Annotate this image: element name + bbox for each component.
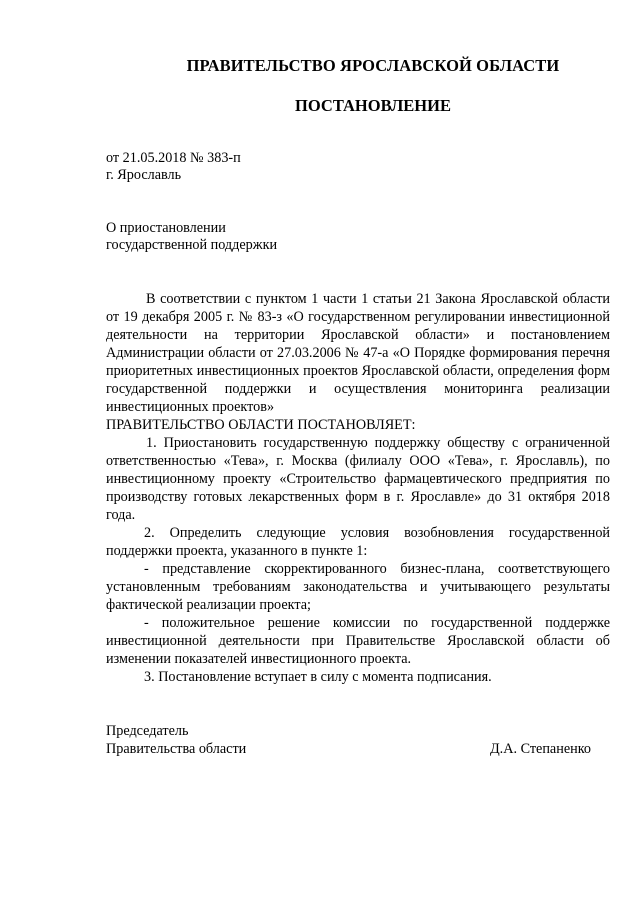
document-body: [106, 290, 610, 686]
item-1-paragraph: 1. Приостановить государственную поддержку обществу с ограниченной ответственностью «Тева», г. Москва (филиалу ООО «Тева», г. Ярославль), по инвестиционному проекту «Строительство фармацевтического предприятия по производству готовых лекарственных форм в г. Ярославле» до 31 октября 2018 года.: [106, 435, 610, 523]
resolves-line: ПРАВИТЕЛЬСТВО ОБЛАСТИ ПОСТАНОВЛЯЕТ:: [106, 417, 416, 433]
item-2a-paragraph: - представление скорректированного бизнес-плана, соответствующего установленным требованиям законодательства и учитывающего результаты фактической реализации проекта;: [106, 561, 610, 613]
government-title: ПРАВИТЕЛЬСТВО ЯРОСЛАВСКОЙ ОБЛАСТИ: [186, 56, 560, 75]
date-number: от 21.05.2018 № 383-п: [106, 150, 241, 166]
document-type-title: ПОСТАНОВЛЕНИЕ: [295, 96, 451, 115]
preamble-paragraph: В соответствии с пунктом 1 части 1 статьи 21 Закона Ярославской области от 19 декабря 2005 г. № 83-з «О государственном регулировании инвестиционной деятельности на территории Ярославской области» и постановлением Администрации области от 27.03.2006 № 47-а «О Порядке формирования перечня приоритетных инвестиционных проектов Ярославской области, определения форм государственной поддержки и осуществления мониторинга реализации инвестиционных проектов»: [106, 291, 610, 415]
subject-line-2: государственной поддержки: [106, 237, 278, 253]
subject-line-1: О приостановлении: [106, 220, 226, 236]
item-2-paragraph: 2. Определить следующие условия возобновления государственной поддержки проекта, указанного в пункте 1:: [106, 525, 610, 559]
signer-name: Д.А. Степаненко: [490, 741, 591, 757]
item-2b-paragraph: - положительное решение комиссии по государственной поддержке инвестиционной деятельности при Правительстве Ярославской области об изменении показателей инвестиционного проекта.: [106, 615, 610, 667]
item-3-paragraph: 3. Постановление вступает в силу с момента подписания.: [144, 669, 492, 685]
signer-position-line-2: Правительства области: [106, 741, 247, 757]
signer-position-line-1: Председатель: [106, 723, 189, 739]
city: г. Ярославль: [106, 167, 182, 183]
